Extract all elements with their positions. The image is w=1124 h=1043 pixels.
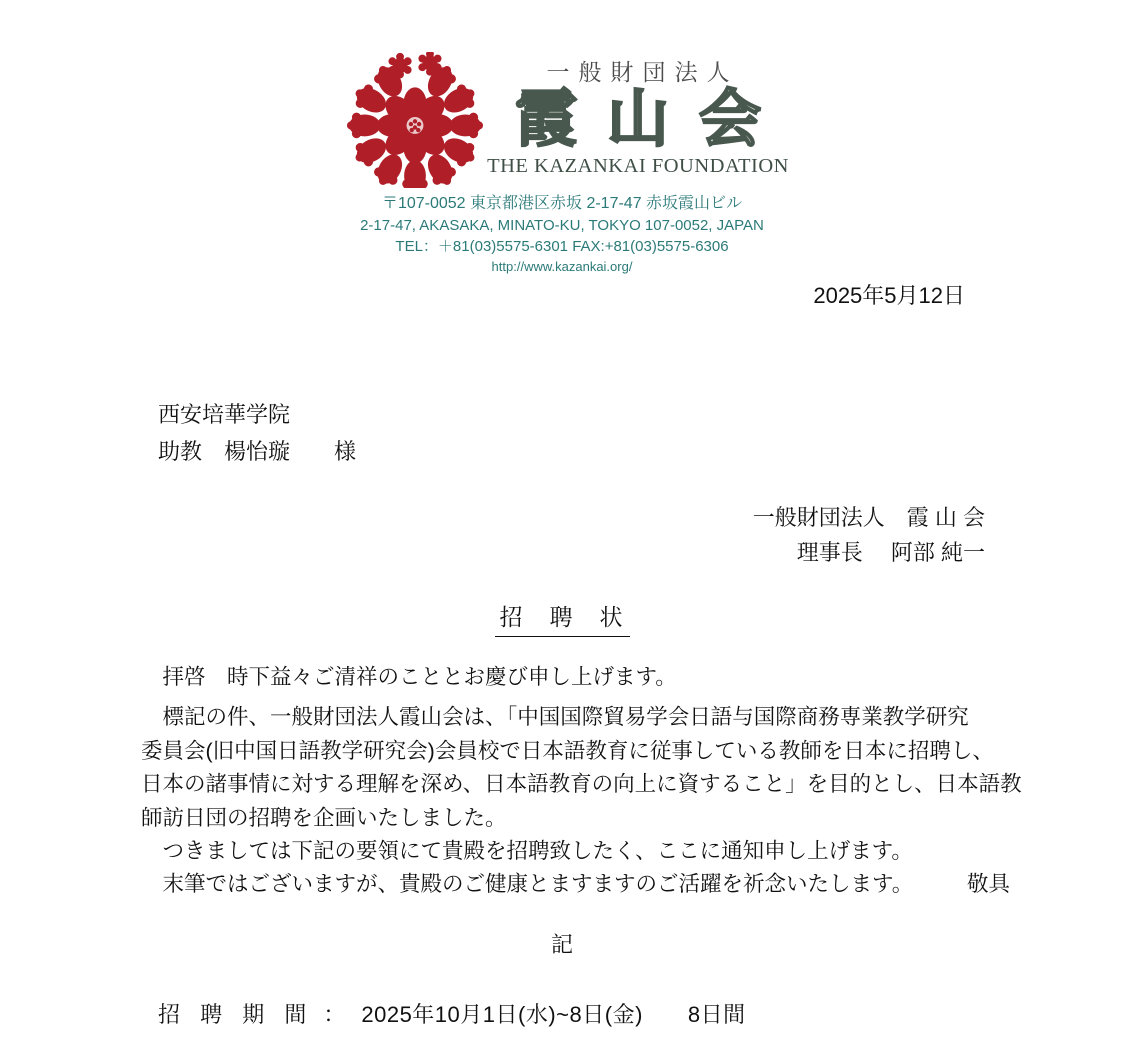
crest-stem <box>411 170 419 188</box>
org-name-english: THE KAZANKAI FOUNDATION <box>487 155 789 178</box>
letterhead-address-block <box>237 193 887 276</box>
recipient-block <box>158 396 356 470</box>
body-line: 拝啓 時下益々ご清祥のこととお慶び申し上げます。 <box>141 665 677 689</box>
letter-body <box>141 660 1022 901</box>
sender-organization: 一般財団法人 霞 山 会 <box>752 505 985 530</box>
invitation-period-label: 招 聘 期 間 <box>158 1002 314 1027</box>
crest-center-flower <box>377 87 453 163</box>
letterhead-text <box>485 52 791 188</box>
org-name-kanji: 霞山会 <box>515 85 792 154</box>
kazankai-peony-crest-icon <box>345 52 485 188</box>
address-japanese: 〒107-0052 東京都港区赤坂 2-17-47 赤坂霞山ビル <box>381 195 743 212</box>
invitation-period-row <box>158 998 746 1029</box>
recipient-name: 助教 楊怡璇 様 <box>158 439 357 464</box>
address-english: 2-17-47, AKASAKA, MINATO-KU, TOKYO 107-0052, JAPAN <box>360 217 764 234</box>
sender-president: 理事長 阿部 純一 <box>796 540 985 565</box>
website-url: http://www.kazankai.org/ <box>491 259 633 274</box>
body-line: つきましては下記の要領にて貴殿を招聘致したく、ここに通知申し上げます。 <box>141 838 913 863</box>
letterhead <box>345 52 792 188</box>
org-type-label: 一般財団法人 <box>546 59 739 85</box>
letter-date: 2025年5月12日 <box>813 283 965 308</box>
body-line: 標記の件、一般財団法人霞山会は、「中国国際貿易学会日語与国際商務専業教学研究 <box>141 705 969 730</box>
document-title: 招 聘 状 <box>495 599 630 637</box>
body-line: 委員会(旧中国日語教学研究会)会員校で日本語教育に従事している教師を日本に招聘し、 <box>141 738 994 763</box>
sender-block <box>753 500 985 570</box>
record-heading: 記 <box>550 932 573 957</box>
invitation-period-value: 2025年10月1日(水)~8日(金) 8日間 <box>361 1002 746 1027</box>
body-line: 日本の諸事情に対する理解を深め、日本語教育の向上に資すること」を目的とし、日本語教 <box>141 772 1022 797</box>
recipient-institution: 西安培華学院 <box>158 402 291 427</box>
title-row <box>0 599 1124 637</box>
body-line: 師訪日団の招聘を企画いたしました。 <box>141 805 507 830</box>
body-line-with-keigu: 末筆ではございますが、貴殿のご健康とますますのご活躍を祈念いたします。 敬具 <box>141 872 1011 897</box>
tel-fax-line: TEL：＋81(03)5575-6301 FAX:+81(03)5575-6306 <box>395 238 729 255</box>
colon-separator: ： <box>323 1002 346 1027</box>
